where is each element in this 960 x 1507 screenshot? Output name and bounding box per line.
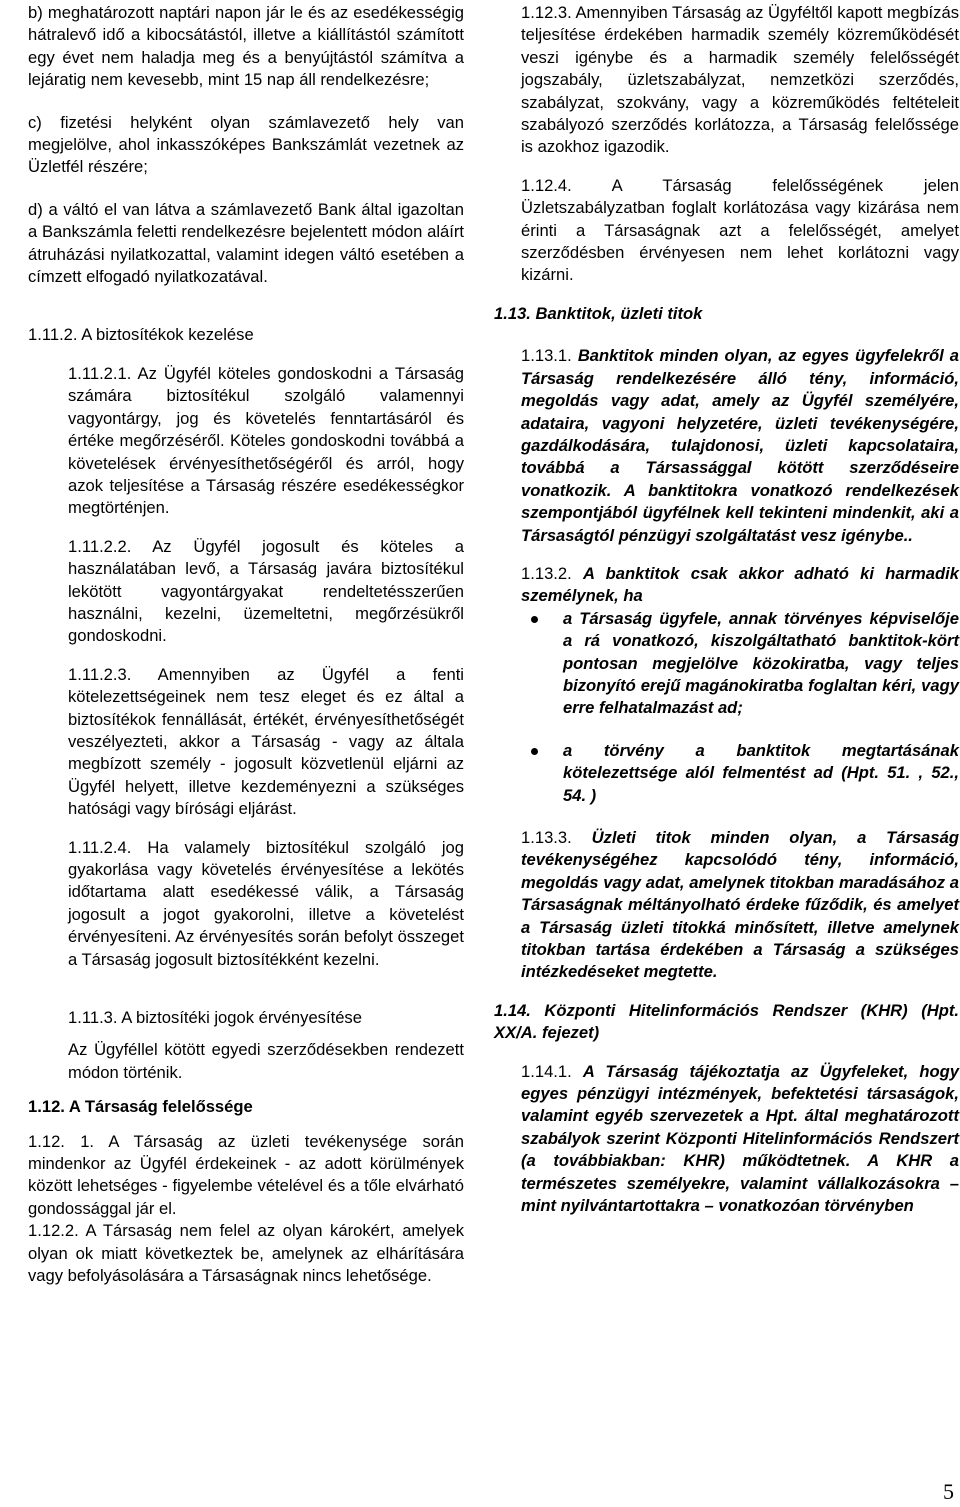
item-b: b) meghatározott naptári napon jár le és az esedékességig hátralevő idő a kibocsátástól, illetve a kiállítástól számított egy évet nem haladja meg és a benyújtástól számítva a lejáratig nem kevesebb, mint 15 nap áll rendelkezésre; xyxy=(28,3,464,90)
bullet-icon xyxy=(531,616,538,623)
list-item-text: a törvény a banktitok megtartásának kötelezettsége alól felmentést ad (Hpt. 51. , 52., 54. ) xyxy=(563,740,959,805)
para-1-13-2-text: A banktitok csak akkor adható ki harmadik személynek, ha xyxy=(521,563,959,606)
heading-1-13: 1.13. Banktitok, üzleti titok xyxy=(494,303,703,323)
para-1-13-3-text: Üzleti titok minden olyan, a Társaság tevékenységéhez kapcsolódó tény, információ, megoldás vagy adat, amelynek titokban maradásához a Társaságnak méltányolható érdeke fűződik, és amelyet a Társaság üzleti titokká minősített, illetve amelynek titokban tartása érdekében a Társaság a szükséges intézkedéseket megtette. xyxy=(521,828,959,982)
para-1-12-3: 1.12.3. Amennyiben Társaság az Ügyféltől kapott megbízás teljesítése érdekében harmadik személy közreműködését veszi igénybe és a harmadik személy felelősségét jogszabály, üzletszabályzat, nemzetközi szerződés, szabályzat, szokvány, vagy a közreműködés feltételeit szabályozó szerződés korlátozza, a Társaság felelőssége is azokhoz igazodik. xyxy=(521,3,959,157)
para-1-12-2: 1.12.2. A Társaság nem felel az olyan károkért, amelyek olyan ok miatt következtek be, amelynek az elhárítására vagy befolyásolására a Társaságnak nincs lehetősége. xyxy=(28,1221,464,1286)
para-1-11-2-2: 1.11.2.2. Az Ügyfél jogosult és köteles a használatában levő, a Társaság javára biztosítékul lekötött vagyontárgyakat rendeltetésszerűen használni, kezelni, üzemeltetni, megőrzésükről gondoskodni. xyxy=(68,536,464,646)
item-d: d) a váltó el van látva a számlavezető Bank által igazoltan a Bankszámla feletti rendelkezésre bejelentett módon aláírt átruházási nyilatkozattal, valamint idegen váltó esetében a címzett elfogadó nyilatkozatával. xyxy=(28,199,464,287)
section-1-11-2-body xyxy=(68,363,464,1084)
banktitok-conditions-list xyxy=(521,608,959,807)
heading-1-11-2: 1.11.2. A biztosítékok kezelése xyxy=(28,325,254,345)
para-1-11-2-3: 1.11.2.3. Amennyiben az Ügyfél a fenti kötelezettségeinek nem tesz eleget és ez által a biztosítékok fennállását, értékét, érvényesíthetőségét veszélyezteti, akkor a Társaság - vagy az általa megbízott személy - jogosult közvetlenül eljárni az Ügyfél helyett, illetve kezdeményezni a szükséges hatósági vagy bírósági eljárást. xyxy=(68,664,464,819)
para-1-11-2-1: 1.11.2.1. Az Ügyfél köteles gondoskodni a Társaság számára biztosítékul szolgáló valamennyi vagyontárgy, jog és követelés fenntartásáról és értéke megőrzéséről. Köteles gondoskodni továbbá a követelések érvényesíthetőségéről és arról, hogy azok teljesítése a Társaság részére esedékességkor megtörténjen. xyxy=(68,363,464,518)
para-1-13-3 xyxy=(521,827,959,984)
para-1-14-1-text: A Társaság tájékoztatja az Ügyfeleket, hogy egyes pénzügyi intézmények, befektetési társaságok, valamint egyéb szervezetek a Hpt. által meghatározott szabályok szerint Központi Hitelinformációs Rendszert (a továbbiakban: KHR) működtetnek. A KHR a természetes személyekre, valamint vállalkozásokra – mint nyilvántartottakra – vonatkozóan törvényben xyxy=(521,1061,959,1216)
right-column xyxy=(494,2,959,1218)
item-c: c) fizetési helyként olyan számlavezető hely van megjelölve, ahol inkasszóképes Bankszámlát vezetnek az Üzletfél részére; xyxy=(28,112,464,177)
heading-1-14: 1.14. Központi Hitelinformációs Rendszer (KHR) (Hpt. XX/A. fejezet) xyxy=(494,1000,959,1043)
para-1-11-3: Az Ügyféllel kötött egyedi szerződésekben rendezett módon történik. xyxy=(68,1040,464,1082)
list-item-text: a Társaság ügyfele, annak törvényes képviselője a rá vonatkozó, kiszolgáltatható banktitok-kört pontosan megjelölve közokiratba, vagy teljes bizonyító erejű magánokiratba foglaltan kéri, vagy erre felhatalmazást ad; xyxy=(563,608,959,718)
para-1-14-1 xyxy=(521,1061,959,1218)
para-1-12-4: 1.12.4. A Társaság felelősségének jelen Üzletszabályzatban foglalt korlátozása vagy kizárása nem érinti a Társaságnak azt a felelősségét, amelyet szerződésben érvényesen nem lehet korlátozni vagy kizárni. xyxy=(521,175,959,285)
para-1-11-2-4: 1.11.2.4. Ha valamely biztosítékul szolgáló jog gyakorlása vagy követelés érvényesítése a lekötés időtartama alatt esedékessé válik, a Társaság jogosult a jogot gyakorolni, illetve a követelést érvényesíteni. Az érvényesítés során befolyt összeget a Társaság jogosult biztosítékként kezelni. xyxy=(68,837,464,969)
para-1-14-1-number: 1.14.1. xyxy=(521,1061,572,1081)
para-1-13-2 xyxy=(521,563,959,608)
list-item xyxy=(521,740,959,807)
para-1-13-1 xyxy=(521,345,959,547)
list-item xyxy=(521,608,959,720)
para-1-13-1-text: Banktitok minden olyan, az egyes ügyfelekről a Társaság rendelkezésére álló tény, információ, megoldás vagy adat, amely az Ügyfél személyére, adataira, vagyoni helyzetére, üzleti tevékenységére, gazdálkodására, tulajdonosi, üzleti kapcsolataira, továbbá a Társassággal kötött szerződéseire vonatkozik. A banktitokra vonatkozó rendelkezések szempontjából ügyfélnek kell tekinteni mindenkit, aki a Társaságtól pénzügyi szolgáltatást vesz igénybe.. xyxy=(521,346,959,545)
para-1-13-3-number: 1.13.3. xyxy=(521,828,572,847)
left-column xyxy=(28,2,464,1288)
para-1-13-2-number: 1.13.2. xyxy=(521,563,572,583)
heading-1-12: 1.12. A Társaság felelőssége xyxy=(28,1097,253,1117)
para-1-12-1: 1.12. 1. A Társaság az üzleti tevékenysége során mindenkor az Ügyfél érdekeinek - az adott körülmények között lehetséges - figyelembe vételével és a tőle elvárható gondossággal jár el. xyxy=(28,1131,464,1218)
para-1-13-1-number: 1.13.1. xyxy=(521,346,572,366)
page-number: 5 xyxy=(943,1478,954,1504)
bullet-icon xyxy=(531,748,538,755)
heading-1-11-3: 1.11.3. A biztosítéki jogok érvényesítése xyxy=(68,1008,362,1028)
